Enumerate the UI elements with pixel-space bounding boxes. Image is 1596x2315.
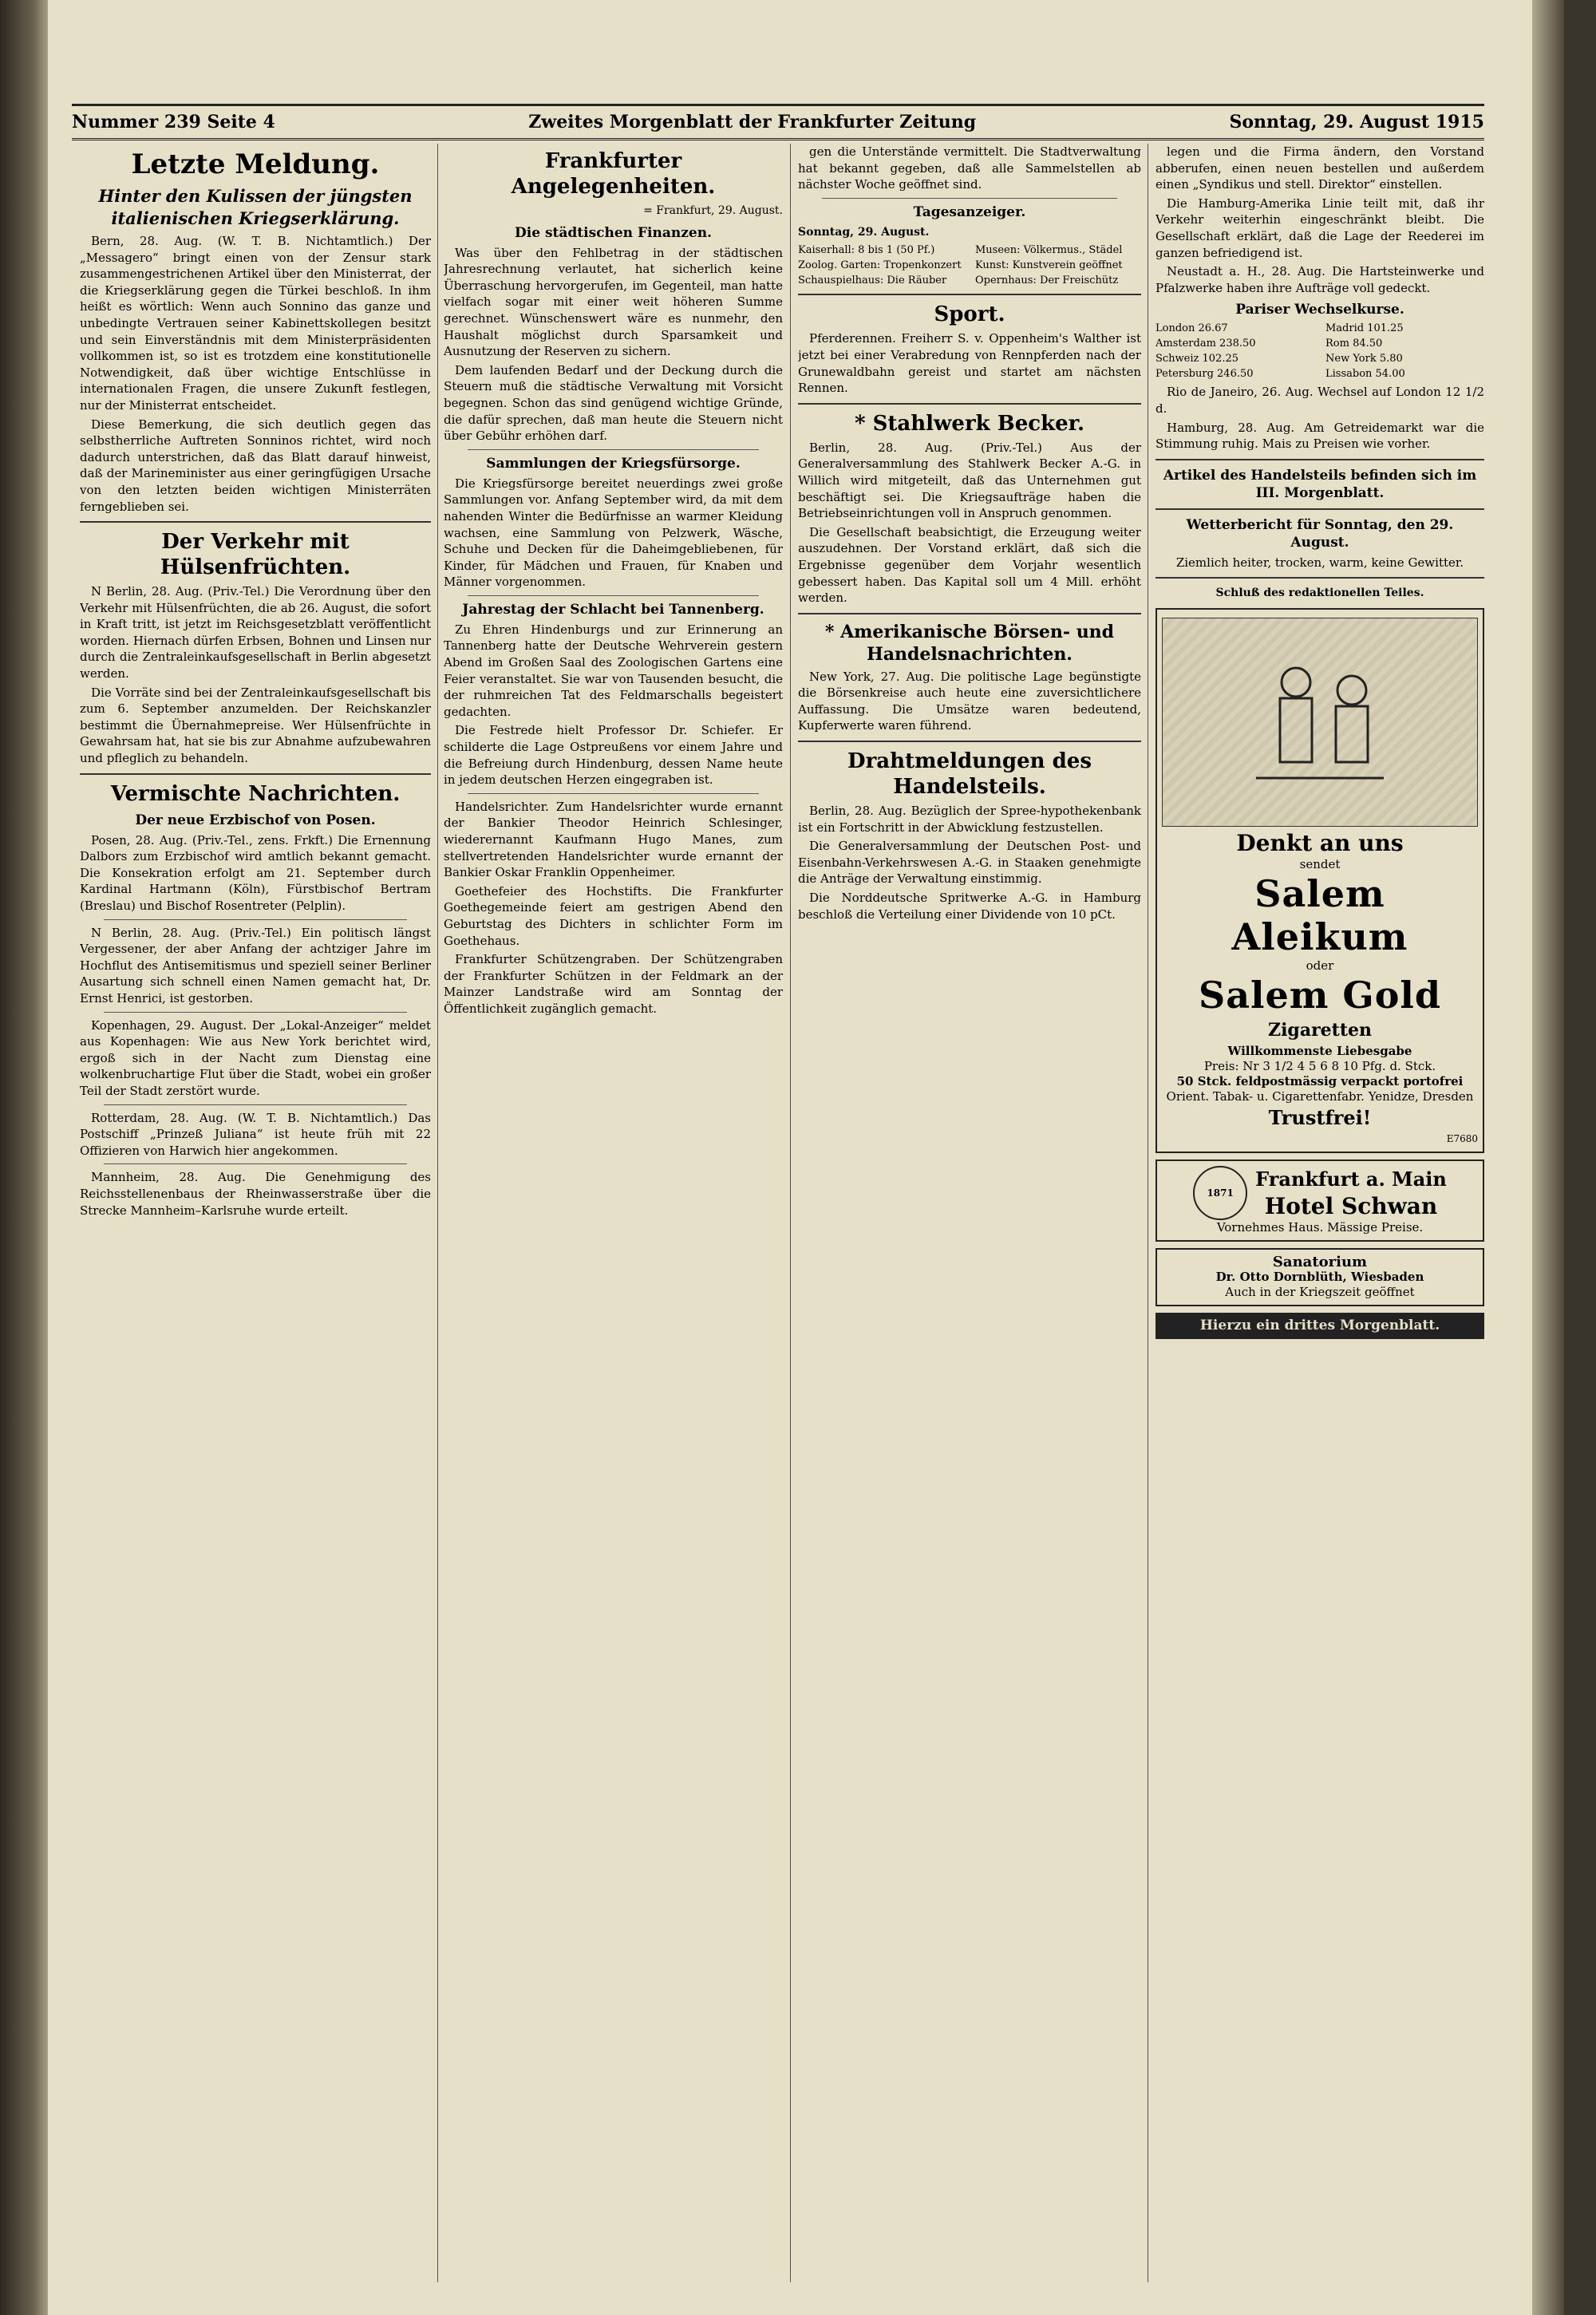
listing-item: Zoolog. Garten: Tropenkonzert xyxy=(798,259,962,272)
article-subhead: Hinter den Kulissen der jüngsten italienischen Kriegserklärung. xyxy=(98,186,413,228)
article-subhead: Der neue Erzbischof von Posen. xyxy=(135,812,376,828)
article-paragraph: Die Festrede hielt Professor Dr. Schiefer. Er schilderte die Lage Ostpreußens vor einem Jahre und die Befreiung durch Hindenburg, dessen Name heute in jedem deutschen Herzen eingegraben ist. xyxy=(444,723,783,788)
book-binding xyxy=(0,0,48,2315)
column-4 xyxy=(1156,144,1484,2298)
divider xyxy=(822,198,1117,199)
article-headline: Sammlungen der Kriegsfürsorge. xyxy=(486,455,741,472)
rates-headline: Pariser Wechselkurse. xyxy=(1235,302,1404,318)
ad-slogan: Denkt an uns xyxy=(1236,829,1404,856)
article-paragraph: Rotterdam, 28. Aug. (W. T. B. Nichtamtlich.) Das Postschiff „Prinzeß Juliana“ ist heute früh mit 22 Offizieren von Harwich hier angekommen. xyxy=(80,1110,431,1158)
column-2 xyxy=(444,144,783,2298)
article-paragraph: Posen, 28. Aug. (Priv.-Tel., zens. Frkft.) Die Ernennung Dalbors zum Erzbischof wird amtlich bekannt gemacht. Die Konsekration erfolgt am 21. September durch Kardinal Hartmann (Köln), Fürstbischof Bertram (Breslau) und Bischof Rosentreter (Pelplin). xyxy=(80,832,431,913)
masthead xyxy=(72,104,1484,140)
article-paragraph: Die Gesellschaft beabsichtigt, die Erzeugung weiter auszudehnen. Der Vorstand erklärt, daß sich die Ergebnisse gegenüber dem Vorjahr wesentlich gebessert haben. Das Kapital soll um 4 Mill. erhöht werden. xyxy=(798,524,1141,606)
article-headline: Der Verkehr mit Hülsenfrüchten. xyxy=(160,530,351,580)
ad-brand: Salem Gold xyxy=(1198,973,1442,1017)
divider xyxy=(104,1012,407,1013)
hotel-name: Hotel Schwan xyxy=(1264,1192,1438,1219)
rate-cell: Madrid 101.25 xyxy=(1325,322,1404,335)
divider xyxy=(798,294,1141,295)
ad-product: Zigaretten xyxy=(1268,1019,1372,1041)
article-paragraph: Diese Bemerkung, die sich deutlich gegen das selbstherrliche Auftreten Sonninos richtet, wird noch dadurch unterstrichen, daß das Blatt darauf hinweist, daß der Marineminister aus einer geringfügigen Ursache von den letzten beiden wichtigen Ministerräten ferngeblieben sei. xyxy=(80,417,431,514)
listing-item: Opernhaus: Der Freischütz xyxy=(975,275,1119,287)
article-paragraph: Kopenhagen, 29. August. Der „Lokal-Anzeiger“ meldet aus Kopenhagen: Wie aus New York berichtet wird, ergoß sich in der Nacht zum Dienstag eine wolkenbruchartige Flut über die Stadt, wobei ein großer Teil der Stadt zerstört wurde. xyxy=(80,1017,431,1098)
divider xyxy=(80,773,431,775)
article-paragraph: Die Vorräte sind bei der Zentraleinkaufsgesellschaft bis zum 6. September anzumelden. Der Reichskanzler bestimmt die Übernahmepreise. Wer Hülsenfrüchte in Gewahrsam hat, hat sie bis zur Abnahme aufzubewahren und pfleglich zu behandeln. xyxy=(80,685,431,766)
newspaper-title: Zweites Morgenblatt der Frankfurter Zeitung xyxy=(528,112,977,132)
listing-item: Kunst: Kunstverein geöffnet xyxy=(975,259,1123,272)
section-headline: Frankfurter Angelegenheiten. xyxy=(511,149,716,199)
article-headline: * Stahlwerk Becker. xyxy=(854,411,1085,436)
article-paragraph: Die Generalversammlung der Deutschen Post- und Eisenbahn-Verkehrswesen A.-G. in Staaken genehmigte die Anträge der Verwaltung einstimmig. xyxy=(798,839,1141,887)
hotel-text: Vornehmes Haus. Mässige Preise. xyxy=(1216,1219,1424,1235)
weather-text: Ziemlich heiter, trocken, warm, keine Gewitter. xyxy=(1175,555,1464,570)
divider xyxy=(798,403,1141,405)
article-paragraph: N Berlin, 28. Aug. (Priv.-Tel.) Die Verordnung über den Verkehr mit Hülsenfrüchten, die ab 26. August, die sofort in Kraft tritt, ist jetzt im Reichsgesetzblatt veröffentlicht worden. Hiernach dürfen Erbsen, Bohnen und Linsen nur durch die Zentraleinkaufsgesellschaft in Berlin abgesetzt werden. xyxy=(80,584,431,681)
rate-cell: New York 5.80 xyxy=(1325,353,1403,365)
ad-text: sendet xyxy=(1299,856,1341,871)
issue-date: Sonntag, 29. August 1915 xyxy=(1229,112,1484,132)
listings-headline: Tagesanzeiger. xyxy=(913,203,1026,220)
article-paragraph: Die Norddeutsche Spritwerke A.-G. in Hamburg beschloß die Verteilung einer Dividende von 10 pCt. xyxy=(798,891,1141,922)
exchange-rates-table xyxy=(1156,322,1484,381)
article-headline: Die städtischen Finanzen. xyxy=(515,224,712,241)
divider xyxy=(468,449,759,450)
article-headline: Jahrestag der Schlacht bei Tannenberg. xyxy=(462,601,764,618)
sanatorium-text: Auch in der Kriegszeit geöffnet xyxy=(1225,1284,1415,1299)
divider xyxy=(1156,577,1484,579)
rate-cell: Lissabon 54.00 xyxy=(1325,368,1405,381)
article-paragraph: N Berlin, 28. Aug. (Priv.-Tel.) Ein politisch längst Vergessener, der aber Anfang der achtziger Jahre im Hochflut des Antisemitismus und speziell seiner Berliner Ausartung sich schnell einen Namen gemacht hat, Dr. Ernst Henrici, ist gestorben. xyxy=(80,925,431,1005)
hotel-seal: 1871 xyxy=(1193,1166,1247,1220)
end-of-editorial: Schluß des redaktionellen Teiles. xyxy=(1215,587,1424,600)
article-paragraph: Handelsrichter. Zum Handelsrichter wurde ernannt der Bankier Theodor Heinrich Schlesinger, wiederernannt Kaufmann Hugo Manes, zum stellvertretenden Handelsrichter wurde ernannt der Bankier Oskar Franklin Oppenheimer. xyxy=(444,799,783,880)
article-paragraph: Neustadt a. H., 28. Aug. Die Hartsteinwerke und Pfalzwerke haben ihre Aufträge voll gedeckt. xyxy=(1156,264,1484,295)
article-paragraph: Rio de Janeiro, 26. Aug. Wechsel auf London 12 1/2 d. xyxy=(1156,385,1484,416)
hotel-advertisement xyxy=(1156,1159,1484,1242)
article-headline: Vermischte Nachrichten. xyxy=(110,781,401,806)
divider xyxy=(468,595,759,596)
divider xyxy=(104,919,407,920)
listing-item: Kaiserhall: 8 bis 1 (50 Pf.) xyxy=(798,244,935,257)
ad-text: oder xyxy=(1306,958,1334,973)
ad-text: Trustfrei! xyxy=(1268,1105,1372,1129)
column-1 xyxy=(80,144,431,2298)
rate-cell: Rom 84.50 xyxy=(1325,338,1383,350)
article-paragraph: New York, 27. Aug. Die politische Lage begünstigte die Börsenkreise auch heute eine zuversichtlichere Auffassung. Die Umsätze waren bedeutend, Kupferwerte waren führend. xyxy=(798,669,1141,733)
ad-brand: Salem Aleikum xyxy=(1231,871,1408,958)
rate-cell: Amsterdam 238.50 xyxy=(1156,338,1256,350)
sanatorium-advertisement xyxy=(1156,1248,1484,1306)
ad-code: E7680 xyxy=(1446,1132,1478,1144)
divider xyxy=(798,741,1141,742)
divider xyxy=(468,793,759,794)
article-paragraph: legen und die Firma ändern, den Vorstand abberufen, einen neuen bestellen und außerdem einen „Syndikus und stell. Direktor“ einstellen. xyxy=(1156,144,1484,192)
rate-cell: London 26.67 xyxy=(1156,322,1228,335)
article-headline: * Amerikanische Börsen- und Handelsnachrichten. xyxy=(824,621,1115,665)
listing-item: Museen: Völkermus., Städel xyxy=(975,244,1123,257)
ad-text: 50 Stck. feldpostmässig verpackt portofrei xyxy=(1176,1073,1464,1088)
weather-headline: Wetterbericht für Sonntag, den 29. August. xyxy=(1186,516,1454,551)
dateline: = Frankfurt, 29. August. xyxy=(643,204,783,217)
article-paragraph: Frankfurter Schützengraben. Der Schützengraben der Frankfurter Schützen in der Feldmark an der Mainzer Landstraße wird am Sonntag der Öffentlichkeit zugänglich gemacht. xyxy=(444,952,783,1016)
section-headline: Sport. xyxy=(934,302,1005,327)
rate-cell: Schweiz 102.25 xyxy=(1156,353,1239,365)
divider xyxy=(1156,508,1484,510)
article-paragraph: Pferderennen. Freiherr S. v. Oppenheim's Walther ist jetzt bei einer Verabredung von Rennpferden nach der Grunewaldbahn gereist und startet am nächsten Rennen. xyxy=(798,331,1141,396)
article-paragraph: Bern, 28. Aug. (W. T. B. Nichtamtlich.) Der „Messagero“ bringt einen von der Zensur stark zusammengestrichenen Artikel über den Ministerrat, der die Kriegserklärung gegen die Türkei beschloß. In ihm heißt es wörtlich: Wenn auch Sonnino das ganze und unbedingte Vertrauen seiner Kabinettskollegen besitzt und sein Einverständnis mit dem Ministerpräsidenten vollkommen ist, so ist es trotzdem eine konstitutionelle Notwendigkeit, daß über wichtige Entschlüsse in internationalen Fragen, die unsere Zukunft festlegen, nur der Ministerrat entscheidet. xyxy=(80,234,431,413)
listings-table xyxy=(798,243,1141,287)
divider xyxy=(80,521,431,523)
article-paragraph: Dem laufenden Bedarf und der Deckung durch die Steuern muß die städtische Verwaltung mit Vorsicht begegnen. Schon das sind genügend wichtige Gründe, die dafür sprechen, daß man heute die Steuern nicht über Gebühr erhöhen darf. xyxy=(444,362,783,444)
divider xyxy=(1156,459,1484,460)
column-rule xyxy=(790,144,791,2282)
divider xyxy=(104,1163,407,1164)
cigarette-advertisement xyxy=(1156,608,1484,1153)
notice: Artikel des Handelsteils befinden sich im III. Morgenblatt. xyxy=(1163,467,1477,501)
ad-price: Preis: Nr 3 1/2 4 5 6 8 10 Pfg. d. Stck. xyxy=(1203,1058,1436,1073)
column-3 xyxy=(798,144,1141,2298)
soldiers-icon xyxy=(1240,642,1400,802)
listing-item: Schauspielhaus: Die Räuber xyxy=(798,275,947,287)
article-paragraph: Goethefeier des Hochstifts. Die Frankfurter Goethegemeinde feiert am gestrigen Abend den Geburtstag des Dichters in schlichter Form im Goethehaus. xyxy=(444,883,783,948)
article-paragraph: Was über den Fehlbetrag in der städtischen Jahresrechnung verlautet, hat sicherlich keine Überraschung hervorgerufen, im Gegenteil, man hatte vielfach sogar mit einer weit höheren Summe gerechnet. Wünschenswert wäre es nunmehr, den Haushalt möglichst durch Sparsamkeit und Ausnutzung der Reserven zu sichern. xyxy=(444,245,783,359)
sanatorium-name: Dr. Otto Dornblüth, Wiesbaden xyxy=(1215,1269,1424,1284)
article-paragraph: gen die Unterstände vermittelt. Die Stadtverwaltung hat bekannt gegeben, daß alle Sammelstellen ab nächster Woche geöffnet sind. xyxy=(798,144,1141,192)
article-paragraph: Mannheim, 28. Aug. Die Genehmigung des Reichsstellenenbaus der Rheinwasserstraße über die Strecke Mannheim–Karlsruhe wurde erteilt. xyxy=(80,1170,431,1218)
section-headline: Drahtmeldungen des Handelsteils. xyxy=(847,749,1092,800)
divider xyxy=(104,1104,407,1105)
column-rule xyxy=(437,144,438,2282)
article-paragraph: Hamburg, 28. Aug. Am Getreidemarkt war die Stimmung ruhig. Mais zu Preisen wie vorher. xyxy=(1156,420,1484,452)
listings-date: Sonntag, 29. August. xyxy=(798,225,930,239)
article-paragraph: Die Kriegsfürsorge bereitet neuerdings zwei große Sammlungen vor. Anfang September wird, da mit dem nahenden Winter die Bedürfnisse an warmer Kleidung wachsen, eine Sammlung von Pelzwerk, Wäsche, Schuhe und Decken für die Daheimgebliebenen, für Kinder, für Mädchen und Frauen, für Knaben und Männer vorgenommen. xyxy=(444,476,783,590)
ad-company: Orient. Tabak- u. Cigarettenfabr. Yenidze, Dresden xyxy=(1166,1088,1474,1104)
article-paragraph: Die Hamburg-Amerika Linie teilt mit, daß ihr Verkehr weiterhin eingeschränkt bleibt. Die Gesellschaft erklärt, daß die Lage der Reederei im ganzen befriedigend ist. xyxy=(1156,196,1484,260)
article-paragraph: Zu Ehren Hindenburgs und zur Erinnerung an Tannenberg hatte der Deutsche Wehrverein gestern Abend im Großen Saal des Zoologischen Gartens eine Feier veranstaltet. Sie war von Tausenden besucht, die der ruhmreichen Tat des Feldmarschalls begeistert gedachten. xyxy=(444,622,783,719)
headline-latest-news: Letzte Meldung. xyxy=(131,148,380,180)
soldiers-illustration xyxy=(1162,618,1478,827)
divider xyxy=(798,613,1141,614)
issue-number: Nummer 239 Seite 4 xyxy=(72,112,275,132)
article-paragraph: Berlin, 28. Aug. (Priv.-Tel.) Aus der Generalversammlung des Stahlwerk Becker A.-G. in Willich wird mitgeteilt, daß das Unternehmen gut beschäftigt sei. Die Kriegsaufträge haben die Betriebseinrichtungen voll in Anspruch genommen. xyxy=(798,440,1141,521)
rate-cell: Petersburg 246.50 xyxy=(1156,368,1254,381)
article-paragraph: Berlin, 28. Aug. Bezüglich der Spree-hypothekenbank ist ein Fortschritt in der Abwicklung festzustellen. xyxy=(798,804,1141,835)
page-edge xyxy=(1532,0,1564,2315)
sanatorium-title: Sanatorium xyxy=(1272,1253,1368,1270)
hotel-city: Frankfurt a. Main xyxy=(1255,1167,1447,1191)
third-edition-notice: Hierzu ein drittes Morgenblatt. xyxy=(1156,1313,1484,1339)
ad-text: Willkommenste Liebesgabe xyxy=(1227,1043,1412,1058)
